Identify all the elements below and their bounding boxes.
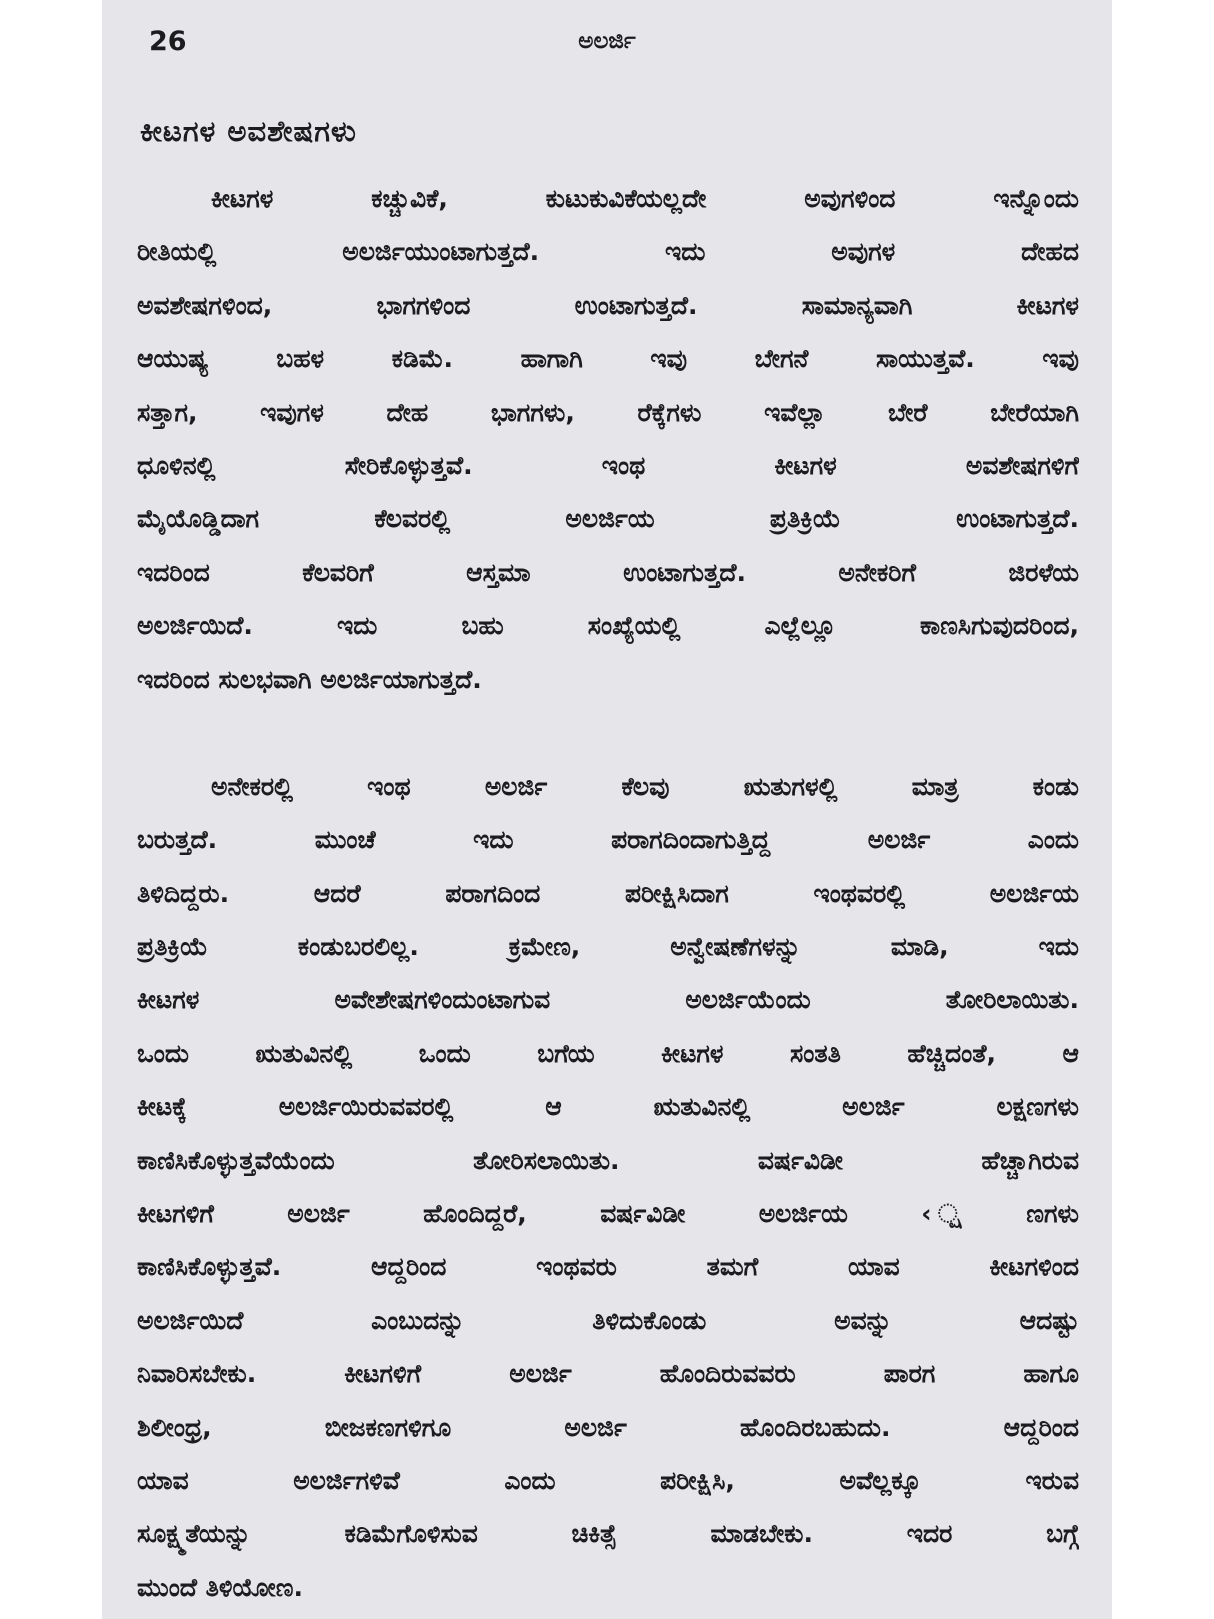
- text-line: ಆಯುಷ್ಯ ಬಹಳ ಕಡಿಮೆ. ಹಾಗಾಗಿ ಇವು ಬೇಗನೆ ಸಾಯುತ್ತವೆ. ಇವು: [137, 344, 1079, 374]
- text-line: ನಿವಾರಿಸಬೇಕು. ಕೀಟಗಳಿಗೆ ಅಲರ್ಜಿ ಹೊಂದಿರುವವರು ಪಾರಗ ಹಾಗೂ: [137, 1359, 1079, 1389]
- paragraph-2: [137, 760, 1079, 1614]
- text-line: ಅನೇಕರಲ್ಲಿ ಇಂಥ ಅಲರ್ಜಿ ಕೆಲವು ಋತುಗಳಲ್ಲಿ ಮಾತ್ರ ಕಂಡು: [211, 771, 1079, 801]
- text-line: ಅಲರ್ಜಿಯಿದೆ. ಇದು ಬಹು ಸಂಖ್ಯೆಯಲ್ಲಿ ಎಲ್ಲೆಲ್ಲೂ ಕಾಣಸಿಗುವುದರಿಂದ,: [137, 611, 1079, 641]
- text-line: ಬರುತ್ತದೆ. ಮುಂಚೆ ಇದು ಪರಾಗದಿಂದಾಗುತ್ತಿದ್ದ ಅಲರ್ಜಿ ಎಂದು: [137, 825, 1079, 855]
- text-line: ರೀತಿಯಲ್ಲಿ ಅಲರ್ಜಿಯುಂಟಾಗುತ್ತದೆ. ಇದು ಅವುಗಳ ದೇಹದ: [137, 237, 1079, 267]
- paragraph-1: [137, 172, 1079, 706]
- text-line: ತಿಳಿದಿದ್ದರು. ಆದರೆ ಪರಾಗದಿಂದ ಪರೀಕ್ಷಿಸಿದಾಗ ಇಂಥವರಲ್ಲಿ ಅಲರ್ಜಿಯ: [137, 878, 1079, 908]
- text-line: ಕೀಟಗಳ ಕಚ್ಚುವಿಕೆ, ಕುಟುಕುವಿಕೆಯಲ್ಲದೇ ಅವುಗಳಿಂದ ಇನ್ನೊಂದು: [211, 184, 1079, 213]
- text-line: ಸತ್ತಾಗ, ಇವುಗಳ ದೇಹ ಭಾಗಗಳು, ರೆಕ್ಕೆಗಳು ಇವೆಲ್ಲಾ ಬೇರೆ ಬೇರೆಯಾಗಿ: [137, 397, 1079, 427]
- text-line: ಕೀಟಗಳ ಅವೇಶೇಷಗಳಿಂದುಂಟಾಗುವ ಅಲರ್ಜಿಯೆಂದು ತೋರಿ‍ಲಾಯಿತು.: [137, 985, 1079, 1015]
- page-number: 26: [149, 26, 187, 57]
- text-line: ಕೀಟಗಳಿಗೆ ಅಲರ್ಜಿ ಹೊಂದಿದ್ದರೆ, ವರ್ಷವಿಡೀ ಅಲರ್ಜಿಯ ‹ ್ಷಣಗಳು: [137, 1199, 1079, 1229]
- text-line: ಅವಶೇಷಗಳಿಂದ, ಭಾಗಗಳಿಂದ ಉಂಟಾಗುತ್ತದೆ. ಸಾಮಾನ್ಯವಾಗಿ ಕೀಟಗಳ: [137, 290, 1079, 320]
- page-header: [102, 22, 1112, 66]
- section-title: ಕೀಟಗಳ ಅವಶೇಷಗಳು: [140, 114, 357, 148]
- text-line: ಸೂಕ್ಷ್ಮತೆಯನ್ನು ಕಡಿಮೆಗೊಳಿಸುವ ಚಿಕಿತ್ಸೆ ಮಾಡಬೇಕು. ಇದರ ಬಗ್ಗೆ: [137, 1519, 1079, 1549]
- text-line: ಕಾಣಿಸಿಕೊಳ್ಳುತ್ತವೆಯೆಂದು ತೋರಿಸಲಾಯಿತು. ವರ್ಷವಿಡೀ ಹೆಚ್ಚಾಗಿರುವ: [137, 1145, 1079, 1175]
- text-line: ಇದರಿಂದ ಸುಲಭವಾಗಿ ಅಲರ್ಜಿಯಾಗುತ್ತದೆ.: [137, 664, 482, 694]
- text-line: ಮೈಯೊಡ್ಡಿದಾಗ ಕೆಲವರಲ್ಲಿ ಅಲರ್ಜಿಯ ಪ್ರತಿಕ್ರಿಯೆ ಉಂಟಾಗುತ್ತದೆ.: [137, 504, 1079, 534]
- text-line: ಅಲರ್ಜಿಯಿದೆ ಎಂಬುದನ್ನು ತಿಳಿದುಕೊಂಡು ಅವನ್ನು ಆದಷ್ಟು: [137, 1305, 1079, 1335]
- text-line: ಪ್ರತಿಕ್ರಿಯೆ ಕಂಡುಬರಲಿಲ್ಲ. ಕ್ರಮೇಣ, ಅನ್ವೇಷಣೆಗಳನ್ನು ಮಾಡಿ, ಇದು: [137, 932, 1079, 962]
- running-title: ಅಲರ್ಜಿ: [578, 28, 636, 54]
- text-line: ಒಂದು ಋತುವಿನಲ್ಲಿ ಒಂದು ಬಗೆಯ ಕೀಟಗಳ ಸಂತತಿ ಹೆಚ್ಚಿದಂತೆ, ಆ: [137, 1038, 1079, 1068]
- text-line: ಧೂಳಿನಲ್ಲಿ ಸೇರಿಕೊಳ್ಳುತ್ತವೆ. ಇಂಥ ಕೀಟಗಳ ಅವಶೇಷಗಳಿಗೆ: [137, 450, 1079, 480]
- text-line: ಕೀಟಕ್ಕೆ ಅಲರ್ಜಿಯಿರುವವರಲ್ಲಿ ಆ ಋತುವಿನಲ್ಲಿ ಅಲರ್ಜಿ ಲಕ್ಷಣಗಳು: [137, 1092, 1079, 1122]
- book-page: [102, 0, 1112, 1619]
- text-line: ಶಿಲೀಂಧ್ರ, ಬೀಜಕಣಗಳಿಗೂ ಅಲರ್ಜಿ ಹೊಂದಿರಬಹುದು. ಆದ್ದರಿಂದ: [137, 1412, 1079, 1442]
- text-line: ಯಾವ ಅಲರ್ಜಿಗಳಿವೆ ಎಂದು ಪರೀಕ್ಷಿಸಿ, ಅವೆಲ್ಲಕ್ಕೂ ಇರುವ: [137, 1465, 1079, 1495]
- text-line: ಮುಂದೆ ತಿಳಿಯೋಣ.: [137, 1572, 303, 1602]
- text-line: ಇದರಿಂದ ಕೆಲವರಿಗೆ ಆಸ್ತಮಾ ಉಂಟಾಗುತ್ತದೆ. ಅನೇಕರಿಗೆ ಜಿರಳೆಯ: [137, 557, 1079, 587]
- page-body: [137, 172, 1079, 1614]
- text-line: ಕಾಣಿಸಿಕೊಳ್ಳುತ್ತವೆ. ಆದ್ದರಿಂದ ಇಂಥವರು ತಮಗೆ ಯಾವ ಕೀಟಗಳಿಂದ: [137, 1252, 1079, 1282]
